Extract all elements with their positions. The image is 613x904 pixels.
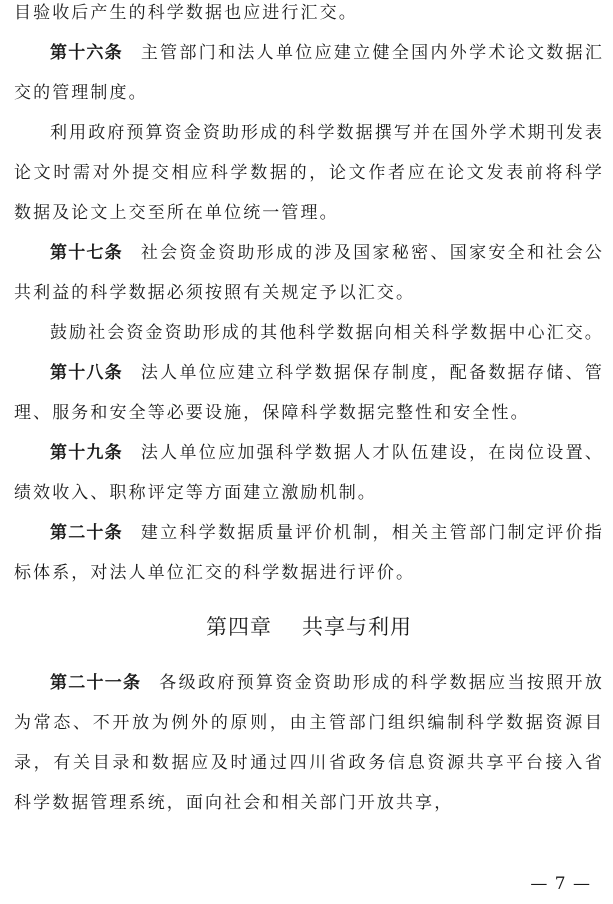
- article-body: 利用政府预算资金资助形成的科学数据撰写并在国外学术期刊发表论文时需对外提交相应科学数据的，论文作者应在论文发表前将科学数据及论文上交至所在单位统一管理。: [14, 123, 604, 223]
- document-page: [14, 0, 604, 823]
- article-body: 鼓励社会资金资助形成的其他科学数据向相关科学数据中心汇交。: [50, 323, 604, 343]
- article-21: [14, 663, 604, 823]
- article-18: [14, 353, 604, 433]
- article-17-paragraph-2: [14, 313, 604, 353]
- article-16-paragraph-2: [14, 113, 604, 233]
- article-20: [14, 513, 604, 593]
- article-heading: 第二十一条: [50, 673, 142, 693]
- article-heading: 第十六条: [50, 43, 123, 63]
- article-body: 建立科学数据质量评价机制，相关主管部门制定评价指标体系，对法人单位汇交的科学数据进行评价。: [14, 523, 605, 583]
- article-heading: 第十九条: [50, 443, 123, 463]
- article-body: 法人单位应加强科学数据人才队伍建设，在岗位设置、绩效收入、职称评定等方面建立激励机制。: [14, 443, 605, 503]
- page-number: — 7 —: [530, 874, 591, 894]
- article-19: [14, 433, 604, 513]
- article-16: [14, 33, 604, 113]
- article-body: 各级政府预算资金资助形成的科学数据应当按照开放为常态、不开放为例外的原则，由主管部门组织编制科学数据资源目录，有关目录和数据应及时通过四川省政务信息资源共享平台接入省科学数据管理系统，面向社会和相关部门开放共享，: [14, 673, 604, 813]
- article-body: 法人单位应建立科学数据保存制度，配备数据存储、管理、服务和安全等必要设施，保障科学数据完整性和安全性。: [14, 363, 605, 423]
- article-heading: 第二十条: [50, 523, 123, 543]
- chapter-heading: [14, 607, 604, 647]
- article-body: 主管部门和法人单位应建立健全国内外学术论文数据汇交的管理制度。: [14, 43, 605, 103]
- paragraph-continuation: 目验收后产生的科学数据也应进行汇交。: [14, 3, 358, 23]
- chapter-title: 共享与利用: [302, 615, 412, 639]
- article-heading: 第十八条: [50, 363, 123, 383]
- article-17: [14, 233, 604, 313]
- chapter-number: 第四章: [206, 615, 272, 639]
- article-heading: 第十七条: [50, 243, 123, 263]
- article-body: 社会资金资助形成的涉及国家秘密、国家安全和社会公共利益的科学数据必须按照有关规定予以汇交。: [14, 243, 605, 303]
